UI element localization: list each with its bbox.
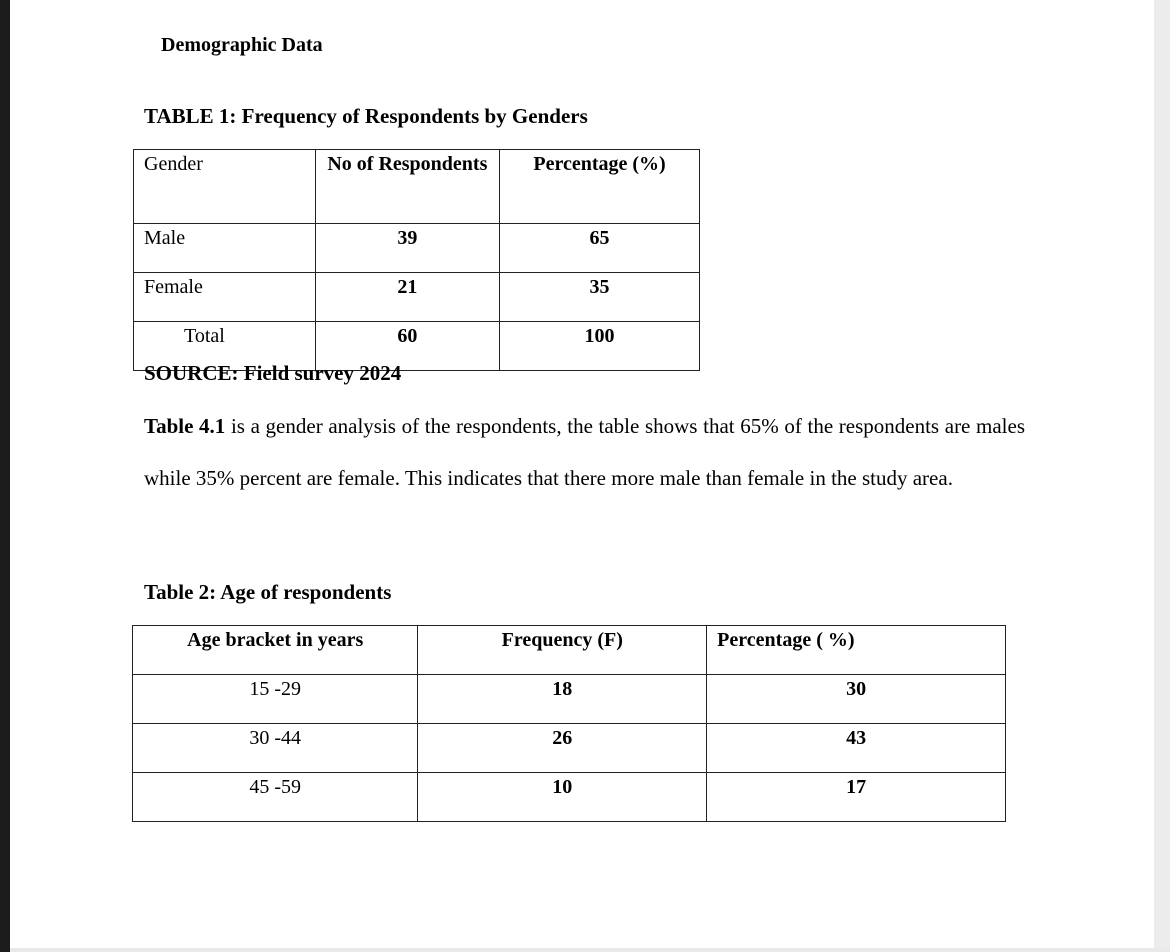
age-table [132, 625, 1006, 822]
viewer-scroll-edge [1154, 0, 1170, 952]
gender-table [133, 149, 700, 371]
analysis-paragraph [144, 400, 1025, 504]
table-cell: 100 [500, 322, 700, 371]
table-cell: 17 [707, 773, 1006, 822]
table-cell: 15 -29 [133, 675, 418, 724]
viewer-bottom-edge [10, 948, 1170, 952]
table-cell: 65 [500, 224, 700, 273]
table-cell: 60 [315, 322, 499, 371]
table-header-cell: Percentage (%) [500, 150, 700, 224]
paragraph-lead: Table 4.1 [144, 414, 226, 438]
table-header-row [134, 150, 700, 224]
table1-caption: TABLE 1: Frequency of Respondents by Genders [144, 104, 588, 128]
table-row [133, 724, 1006, 773]
table-cell: Female [134, 273, 316, 322]
table-row [134, 224, 700, 273]
section-heading: Demographic Data [161, 34, 323, 56]
table-row [133, 675, 1006, 724]
table-header-cell: Gender [134, 150, 316, 224]
table-cell: 43 [707, 724, 1006, 773]
table-cell: 30 -44 [133, 724, 418, 773]
table-header-cell: Age bracket in years [133, 626, 418, 675]
table-cell: 10 [418, 773, 707, 822]
table-cell: Male [134, 224, 316, 273]
table-cell: 18 [418, 675, 707, 724]
table-row [133, 773, 1006, 822]
table-cell: 21 [315, 273, 499, 322]
table-cell: 35 [500, 273, 700, 322]
table2-caption: Table 2: Age of respondents [144, 580, 392, 604]
table-header-row [133, 626, 1006, 675]
table-header-cell: Frequency (F) [418, 626, 707, 675]
table-cell: 26 [418, 724, 707, 773]
table-header-cell: No of Respondents [315, 150, 499, 224]
table-header-cell: Percentage ( %) [707, 626, 1006, 675]
table-cell: Total [134, 322, 316, 371]
table-cell: 30 [707, 675, 1006, 724]
document-page [10, 0, 1154, 948]
table1-source: SOURCE: Field survey 2024 [144, 361, 402, 385]
table-cell: 45 -59 [133, 773, 418, 822]
table-row [134, 273, 700, 322]
table-cell: 39 [315, 224, 499, 273]
paragraph-text: is a gender analysis of the respondents, the table shows that 65% of the respondents are males while 35% percent are female. This indicates that there more male than female in the study area. [144, 414, 1025, 490]
